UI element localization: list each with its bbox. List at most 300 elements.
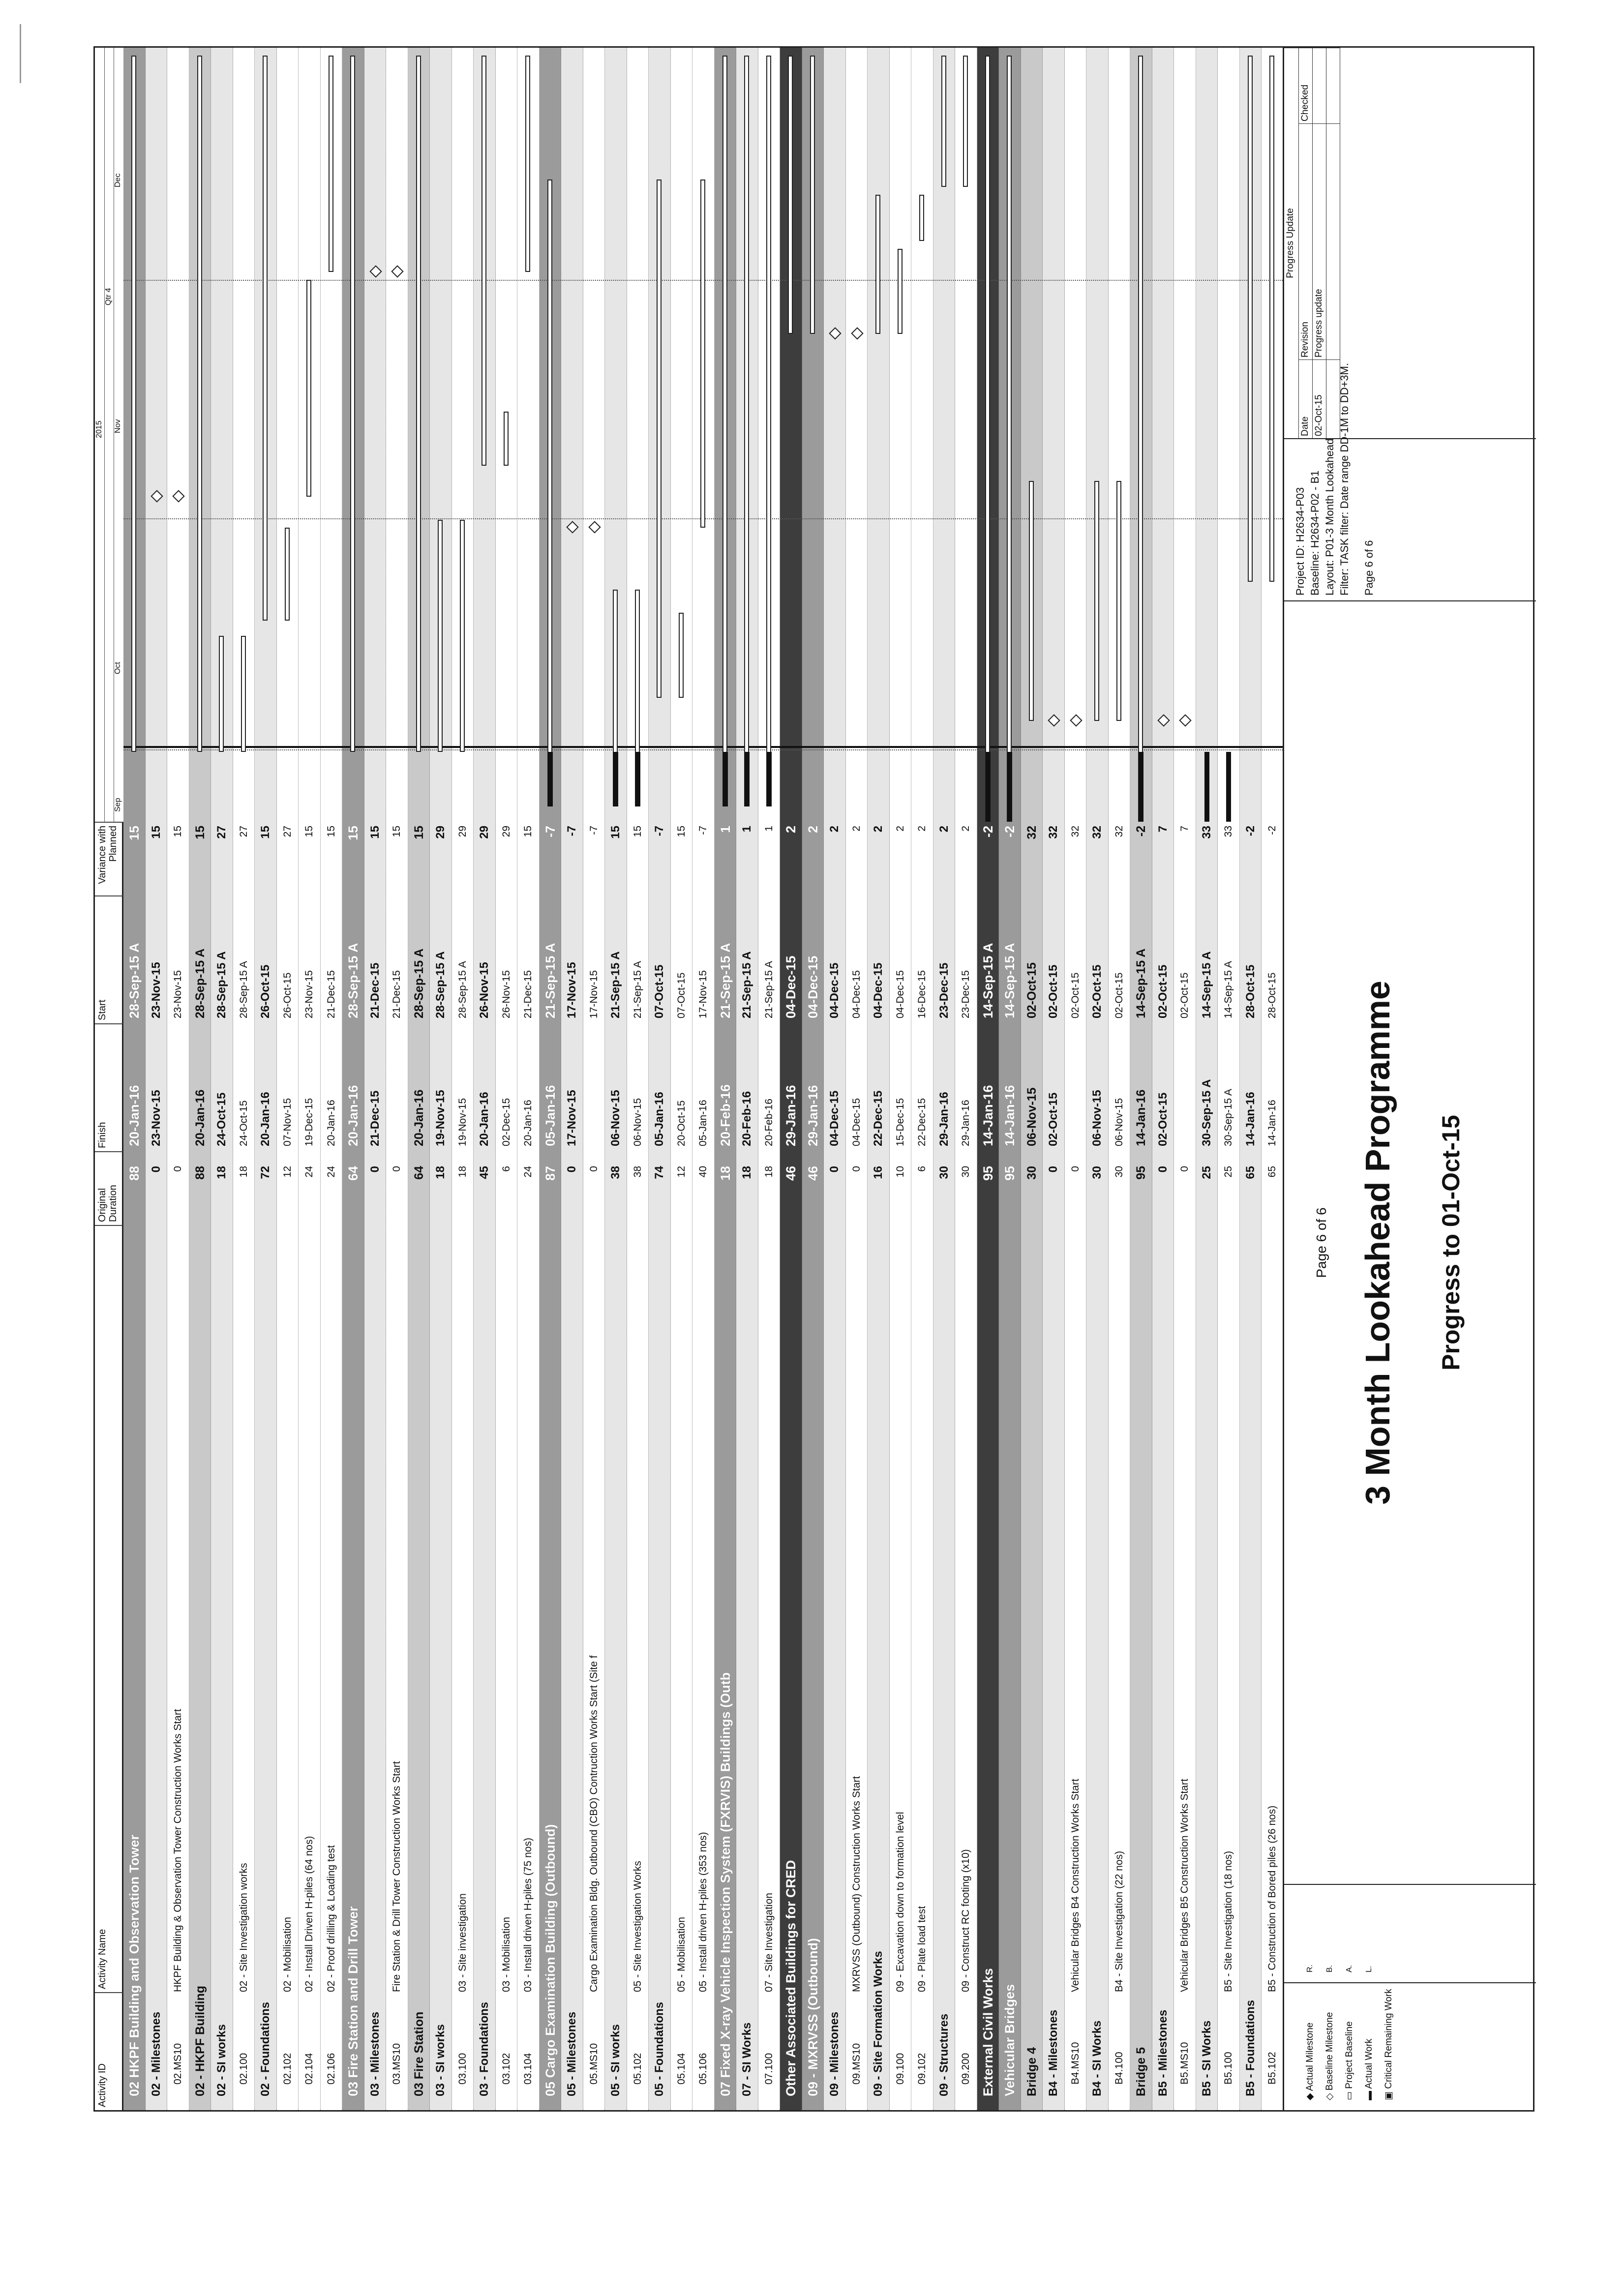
project-filter: Filter: TASK filter: Date range DD-1M to DD+3M.	[1338, 363, 1351, 596]
finish-cell: 20-Jan-16	[259, 1092, 272, 1146]
start-cell: 26-Nov-15	[478, 962, 491, 1018]
variance-cell: 27	[215, 826, 228, 839]
duration-cell: 46	[805, 1166, 820, 1181]
activity-name-cell: MXRVSS (Outbound) Construction Works Start	[850, 1776, 862, 1992]
legend-project-baseline: Project Baseline	[1344, 2021, 1354, 2089]
finish-cell: 02-Dec-15	[500, 1098, 512, 1146]
gantt-milestone	[1070, 715, 1082, 727]
finish-cell	[167, 1023, 189, 1151]
activity-id-cell: 09.MS10	[850, 2043, 862, 2085]
duration-cell: 40	[697, 1166, 709, 1178]
finish-cell: 29-Jan-16	[960, 1100, 971, 1146]
activity-id-cell: 02 - SI works	[215, 2024, 228, 2096]
activity-id-cell: 02.102	[281, 2053, 293, 2085]
variance-cell: 1	[718, 826, 733, 834]
variance-cell: 1	[740, 826, 753, 833]
activity-id-cell: 03.100	[456, 2053, 468, 2085]
activity-id-cell: 09 - MXRVSS (Outbound)	[805, 1938, 820, 2096]
variance-cell: 15	[609, 826, 622, 839]
activity-id-cell: 02.100	[238, 2053, 249, 2085]
variance-cell: 29	[500, 826, 512, 837]
page-label: Page 6 of 6	[1314, 1207, 1329, 1278]
finish-cell	[1065, 1023, 1087, 1151]
revision-row-revision: Progress update	[1313, 123, 1326, 359]
variance-cell: 2	[937, 826, 951, 833]
duration-cell: 0	[1179, 1166, 1190, 1172]
gantt-bar	[766, 56, 771, 806]
finish-cell: 06-Nov-15	[1090, 1090, 1104, 1146]
finish-cell: 14-Jan-16	[1002, 1085, 1017, 1146]
activity-name-cell: 05 - Site Investigation Works	[632, 1861, 643, 1992]
gantt-milestone	[150, 490, 163, 502]
variance-cell: 2	[872, 826, 885, 833]
finish-cell: 06-Nov-15	[609, 1090, 622, 1146]
gantt-bar	[679, 613, 684, 698]
activity-name-cell: 09 - Plate load test	[916, 1906, 928, 1992]
activity-id-cell: 02 HKPF Building and Observation Tower	[127, 1834, 142, 2096]
variance-cell: 32	[1113, 826, 1125, 837]
gantt-bar	[875, 195, 880, 334]
start-cell: 28-Oct-15	[1243, 964, 1257, 1018]
activity-id-cell: 05 - Milestones	[565, 2011, 578, 2096]
duration-cell: 30	[1113, 1166, 1125, 1178]
timescale-quarter: Qtr 4	[104, 288, 113, 305]
gantt-bar	[241, 636, 246, 752]
duration-cell: 65	[1243, 1166, 1257, 1179]
variance-cell: 7	[1179, 826, 1190, 832]
variance-cell: 2	[850, 826, 862, 832]
gantt-bar	[438, 520, 443, 752]
variance-cell: 2	[783, 826, 798, 834]
gantt-bar	[525, 56, 530, 272]
finish-cell: 22-Dec-15	[916, 1098, 928, 1146]
gantt-bar	[197, 56, 202, 752]
duration-cell: 30	[960, 1166, 971, 1178]
gantt-bar	[504, 412, 509, 466]
finish-cell	[583, 1023, 605, 1151]
gantt-actual-bar	[635, 752, 640, 806]
start-cell: 04-Dec-15	[805, 955, 820, 1018]
gantt-actual-bar	[723, 752, 728, 806]
gantt-actual-bar	[548, 752, 553, 806]
activity-id-cell: 07.100	[763, 2053, 775, 2085]
duration-cell: 0	[1156, 1166, 1170, 1173]
activity-id-cell: 02 - HKPF Building	[193, 1986, 207, 2096]
variance-cell: 15	[127, 826, 142, 841]
gantt-bar	[219, 636, 224, 752]
gantt-bar	[131, 56, 136, 752]
activity-id-cell: B4.MS10	[1069, 2042, 1081, 2085]
gantt-bar	[1094, 481, 1099, 721]
start-cell: 04-Dec-15	[872, 962, 885, 1018]
finish-cell: 19-Nov-15	[434, 1090, 447, 1146]
gantt-bar	[263, 56, 268, 621]
finish-cell: 19-Dec-15	[303, 1098, 315, 1146]
variance-cell: 29	[478, 826, 491, 839]
gantt-bar	[285, 528, 290, 621]
revision-row-date: 02-Oct-15	[1313, 359, 1326, 438]
start-cell: 21-Dec-15	[325, 970, 337, 1018]
duration-cell: 0	[172, 1166, 183, 1172]
variance-cell: 2	[805, 826, 820, 834]
variance-cell: 33	[1223, 826, 1234, 837]
finish-cell: 06-Nov-15	[1024, 1087, 1039, 1146]
finish-cell: 02-Oct-15	[1047, 1092, 1060, 1146]
start-cell: 04-Dec-15	[783, 955, 798, 1018]
gantt-bar	[460, 520, 465, 752]
activity-name-cell: 02 - Mobilisation	[281, 1917, 293, 1992]
gantt-milestone	[1157, 715, 1170, 727]
variance-cell: 1	[763, 826, 775, 832]
variance-cell: 15	[172, 826, 183, 837]
duration-cell: 12	[281, 1166, 293, 1178]
finish-cell: 20-Jan-16	[127, 1085, 142, 1146]
scan-mark	[20, 24, 21, 83]
activity-id-cell: B5 - Milestones	[1156, 2009, 1170, 2096]
legend-item: ▬ Actual Work	[1364, 2038, 1374, 2100]
duration-cell: 0	[565, 1166, 578, 1173]
start-cell: 26-Oct-15	[259, 964, 272, 1018]
legend-actual-milestone: Actual Milestone	[1305, 2022, 1315, 2091]
start-cell: 04-Dec-15	[850, 970, 862, 1018]
variance-cell: 32	[1069, 826, 1081, 837]
duration-cell: 18	[238, 1166, 249, 1178]
variance-cell: 32	[1047, 826, 1060, 839]
activity-id-cell: 05.MS10	[588, 2043, 600, 2085]
finish-cell: 29-Jan-16	[783, 1085, 798, 1146]
activity-name-cell: 09 - Construct RC footing (x10)	[960, 1849, 971, 1992]
duration-cell: 18	[763, 1166, 775, 1178]
revision-empty	[1326, 123, 1340, 359]
activity-name-cell: B4 - Site Investigation (22 nos)	[1113, 1850, 1125, 1992]
finish-cell: 05-Jan-16	[697, 1100, 709, 1146]
activity-id-cell: 03 - SI works	[434, 2024, 447, 2096]
document-subtitle: Progress to 01-Oct-15	[1437, 1115, 1465, 1371]
variance-cell: -2	[1243, 826, 1257, 836]
revision-empty	[1326, 359, 1340, 438]
revision-row-checked	[1313, 48, 1326, 123]
duration-cell: 18	[215, 1166, 228, 1179]
finish-cell: 23-Nov-15	[149, 1090, 163, 1146]
legend-critical-remaining: Critical Remaining Work	[1383, 1989, 1394, 2089]
start-cell: 28-Sep-15 A	[215, 951, 228, 1018]
duration-cell: 6	[500, 1166, 512, 1172]
activity-name-cell: B5 - Site Investigation (18 nos)	[1223, 1850, 1234, 1992]
variance-cell: -2	[1266, 826, 1278, 835]
start-cell: 28-Sep-15 A	[412, 948, 426, 1018]
finish-cell: 30-Sep-15 A	[1200, 1079, 1213, 1146]
activity-id-cell: 09.100	[894, 2053, 906, 2085]
variance-cell: 2	[828, 826, 841, 833]
duration-cell: 88	[127, 1166, 142, 1181]
gantt-actual-bar	[745, 752, 750, 806]
activity-id-cell: 03.102	[500, 2053, 512, 2085]
duration-cell: 0	[1047, 1166, 1060, 1173]
activity-id-cell: Other Associated Buildings for CRED	[783, 1860, 798, 2096]
header-activity-name: Activity Name	[95, 1225, 123, 1992]
gantt-chart	[123, 48, 1283, 822]
gantt-bar	[416, 56, 421, 752]
activity-id-cell: 02.106	[325, 2053, 337, 2085]
activity-id-cell: 05.106	[697, 2053, 709, 2085]
activity-id-cell: 03.104	[522, 2053, 534, 2085]
variance-cell: 15	[412, 826, 426, 839]
duration-cell: 16	[872, 1166, 885, 1179]
activity-id-cell: 03 - Milestones	[368, 2011, 382, 2096]
start-cell: 07-Oct-15	[653, 964, 666, 1018]
finish-cell: 04-Dec-15	[850, 1098, 862, 1146]
start-cell: 21-Dec-15	[522, 970, 534, 1018]
activity-name-cell: 03 - Install driven H-piles (75 nos)	[522, 1838, 534, 1992]
variance-cell: -2	[1134, 826, 1148, 837]
timescale-month-oct: Oct	[114, 662, 122, 674]
activity-id-cell: B4.100	[1113, 2052, 1125, 2085]
activity-name-cell: 09 - Excavation down to formation level	[894, 1812, 906, 1992]
variance-cell: -7	[542, 826, 558, 838]
activity-name-cell: 03 - Site investigation	[456, 1893, 468, 1992]
gantt-bar	[657, 179, 662, 698]
variance-cell: -7	[653, 826, 666, 836]
finish-cell: 24-Oct-15	[215, 1092, 228, 1146]
duration-cell: 0	[1069, 1166, 1081, 1172]
duration-cell: 64	[346, 1166, 361, 1181]
activity-name-cell: Vehicular Bridges B5 Construction Works Start	[1179, 1779, 1190, 1992]
gantt-actual-bar	[1139, 752, 1143, 822]
gantt-bar	[481, 56, 486, 466]
gantt-bar	[547, 179, 552, 806]
finish-cell: 15-Dec-15	[894, 1098, 906, 1146]
project-page: Page 6 of 6	[1363, 540, 1375, 596]
activity-name-cell: Fire Station & Drill Tower Construction Works Start	[391, 1761, 402, 1992]
activity-id-cell: 09 - Structures	[937, 2013, 951, 2096]
activity-id-cell: 05 - Foundations	[653, 2002, 666, 2096]
start-cell: 02-Oct-15	[1179, 972, 1190, 1018]
legend-letter: R.	[1306, 1965, 1314, 1972]
gantt-actual-bar	[1204, 752, 1209, 822]
start-cell: 14-Sep-15 A	[1134, 948, 1148, 1018]
duration-cell: 25	[1200, 1166, 1213, 1179]
gantt-milestone	[829, 328, 842, 340]
start-cell: 23-Nov-15	[303, 970, 315, 1018]
start-cell: 02-Oct-15	[1113, 972, 1125, 1018]
variance-cell: 2	[916, 826, 928, 832]
start-cell: 28-Sep-15 A	[346, 943, 361, 1018]
start-cell: 28-Sep-15 A	[238, 961, 249, 1018]
activity-name-cell: 02 - Proof drilling & Loading test	[325, 1845, 337, 1992]
duration-cell: 95	[1134, 1166, 1148, 1180]
legend-item: ▣ Critical Remaining Work	[1383, 1989, 1394, 2100]
duration-cell: 0	[368, 1166, 382, 1173]
variance-cell: 15	[632, 826, 643, 837]
finish-cell	[1174, 1023, 1196, 1151]
legend-actual-work: Actual Work	[1364, 2038, 1374, 2089]
legend-symbols	[1283, 1884, 1536, 1982]
start-cell: 02-Oct-15	[1069, 972, 1081, 1018]
gantt-milestone	[588, 521, 601, 533]
duration-cell: 0	[850, 1166, 862, 1172]
finish-cell: 05-Jan-16	[542, 1085, 558, 1146]
start-cell: 26-Nov-15	[500, 970, 512, 1018]
activity-name-cell: 03 - Mobilisation	[500, 1917, 512, 1992]
activity-name-cell: 02 - Install Driven H-piles (64 nos)	[303, 1836, 315, 1992]
finish-cell: 20-Feb-16	[718, 1084, 733, 1146]
finish-cell: 14-Jan-16	[1266, 1100, 1278, 1146]
variance-cell: 15	[193, 826, 207, 839]
start-cell: 02-Oct-15	[1156, 964, 1170, 1018]
activity-id-cell: 03 - Foundations	[478, 2002, 491, 2096]
start-cell: 14-Sep-15 A	[1002, 943, 1017, 1018]
gantt-bar	[306, 280, 311, 497]
legend-baseline-milestone: Baseline Milestone	[1324, 2012, 1335, 2091]
duration-cell: 95	[1002, 1166, 1017, 1181]
start-cell: 17-Nov-15	[697, 970, 709, 1018]
activity-id-cell: B4 - Milestones	[1047, 2009, 1060, 2096]
finish-cell: 22-Dec-15	[872, 1090, 885, 1146]
finish-cell: 20-Oct-15	[675, 1100, 687, 1146]
activity-id-cell: 09.102	[916, 2053, 928, 2085]
activity-id-cell: 07 - SI Works	[740, 2022, 753, 2096]
gantt-gridline	[123, 749, 1283, 750]
start-cell: 26-Oct-15	[281, 972, 293, 1018]
finish-cell: 14-Jan-16	[980, 1085, 995, 1146]
duration-cell: 0	[828, 1166, 841, 1173]
start-cell: 14-Sep-15 A	[1223, 961, 1234, 1018]
gantt-bar	[963, 56, 968, 187]
header-original-duration: Original Duration	[95, 1151, 123, 1225]
start-cell: 02-Oct-15	[1024, 962, 1039, 1018]
activity-id-cell: Bridge 5	[1134, 2047, 1148, 2096]
finish-cell: 20-Jan-16	[412, 1089, 426, 1146]
finish-cell: 20-Jan-16	[193, 1089, 207, 1146]
activity-name-cell: Cargo Examination Bldg. Outbound (CBO) Contruction Works Start (Site f	[588, 1655, 600, 1992]
legend-letter: B.	[1325, 1965, 1334, 1972]
finish-cell: 20-Jan-16	[522, 1100, 534, 1146]
start-cell: 16-Dec-15	[916, 970, 928, 1018]
gantt-bar	[700, 179, 705, 528]
activity-id-cell: B5 - SI Works	[1200, 2020, 1213, 2096]
activity-id-cell: B5.100	[1223, 2052, 1234, 2085]
variance-cell: 15	[346, 826, 361, 841]
activity-name-cell: Vehicular Bridges B4 Construction Works Start	[1069, 1779, 1081, 1992]
gantt-bar	[722, 56, 727, 806]
duration-cell: 30	[937, 1166, 951, 1179]
duration-cell: 30	[1024, 1166, 1039, 1180]
gantt-milestone	[1048, 715, 1060, 727]
duration-cell: 0	[149, 1166, 163, 1173]
revision-col-checked: Checked	[1299, 48, 1313, 123]
variance-cell: -7	[588, 826, 600, 835]
start-cell: 21-Sep-15 A	[740, 951, 753, 1018]
timescale-month-row	[114, 48, 123, 822]
activity-id-cell: 02.MS10	[172, 2043, 183, 2085]
timescale-header	[95, 48, 125, 822]
activity-id-cell: 05 - SI works	[609, 2024, 622, 2096]
revision-col-date: Date	[1299, 359, 1313, 438]
activity-id-cell: 03 Fire Station	[412, 2011, 426, 2096]
gantt-bar	[1007, 56, 1012, 822]
header-activity-id: Activity ID	[95, 1992, 123, 2110]
gantt-actual-bar	[767, 752, 772, 806]
gantt-bar	[1138, 56, 1143, 822]
variance-cell: -2	[980, 826, 995, 838]
activity-name-cell: 02 - Site Investigation works	[238, 1863, 249, 1992]
gantt-actual-bar	[613, 752, 618, 806]
activity-id-cell: B5.102	[1266, 2052, 1278, 2085]
finish-cell: 05-Jan-16	[653, 1092, 666, 1146]
finish-cell: 20-Jan-16	[346, 1085, 361, 1146]
gantt-milestone	[173, 490, 185, 502]
activity-name-cell: 05 - Install driven H-piles (353 nos)	[697, 1832, 709, 1992]
start-cell: 28-Sep-15 A	[127, 943, 142, 1018]
gantt-actual-bar	[986, 752, 991, 822]
header-variance: Variance with Planned	[95, 822, 123, 895]
duration-cell: 24	[522, 1166, 534, 1178]
variance-cell: 15	[325, 826, 337, 837]
timescale-month-dec: Dec	[114, 173, 122, 187]
project-baseline: Baseline: H2634-P02 - B1	[1309, 470, 1321, 596]
legend-item: ▭ Project Baseline	[1344, 2021, 1354, 2100]
duration-cell: 64	[412, 1166, 426, 1180]
duration-cell: 72	[259, 1166, 272, 1179]
title-block	[1283, 600, 1536, 1884]
variance-cell: 15	[391, 826, 402, 837]
duration-cell: 87	[542, 1166, 558, 1181]
variance-cell: 15	[368, 826, 382, 839]
start-cell: 17-Nov-15	[588, 970, 600, 1018]
variance-cell: 27	[281, 826, 293, 837]
gantt-bar	[1248, 56, 1253, 582]
gantt-milestone	[851, 328, 863, 340]
activity-id-cell: 03.MS10	[391, 2043, 402, 2085]
activity-id-cell: B5 - Foundations	[1243, 2000, 1257, 2096]
gantt-bar	[1029, 481, 1034, 721]
schedule-table	[95, 48, 1283, 2110]
start-cell: 23-Nov-15	[172, 970, 183, 1018]
gantt-bar	[788, 56, 793, 334]
gantt-bar	[1269, 56, 1274, 582]
variance-cell: 33	[1200, 826, 1213, 839]
activity-name-cell: B5 - Construction of Bored piles (26 nos)	[1266, 1805, 1278, 1992]
duration-cell: 10	[894, 1166, 906, 1178]
variance-cell: 32	[1090, 826, 1104, 839]
duration-cell: 38	[609, 1166, 622, 1179]
schedule-frame	[93, 46, 1534, 2112]
legend-letter: L.	[1365, 1966, 1373, 1972]
finish-cell: 14-Jan-16	[1243, 1092, 1257, 1146]
activity-id-cell: 09.200	[960, 2053, 971, 2085]
activity-id-cell: 09 - Milestones	[828, 2011, 841, 2096]
duration-cell: 6	[916, 1166, 928, 1172]
data-date-line	[123, 746, 1284, 748]
start-cell: 21-Sep-15 A	[609, 951, 622, 1018]
activity-id-cell: 05 Cargo Examination Building (Outbound)	[542, 1824, 558, 2096]
duration-cell: 74	[653, 1166, 666, 1179]
finish-cell	[386, 1023, 408, 1151]
start-cell: 02-Oct-15	[1090, 964, 1104, 1018]
gantt-milestone	[369, 266, 382, 278]
duration-cell: 18	[456, 1166, 468, 1178]
start-cell: 21-Sep-15 A	[763, 961, 775, 1018]
legend	[1283, 1982, 1536, 2110]
start-cell: 28-Sep-15 A	[193, 948, 207, 1018]
finish-cell: 20-Feb-16	[763, 1099, 775, 1146]
activity-name-cell: 07 - Site Investigation	[763, 1893, 775, 1992]
start-cell: 28-Sep-15 A	[456, 961, 468, 1018]
activity-id-cell: 09 - Site Formation Works	[872, 1951, 885, 2096]
activity-id-cell: B4 - SI Works	[1090, 2020, 1104, 2096]
duration-cell: 30	[1090, 1166, 1104, 1179]
duration-cell: 88	[193, 1166, 207, 1180]
